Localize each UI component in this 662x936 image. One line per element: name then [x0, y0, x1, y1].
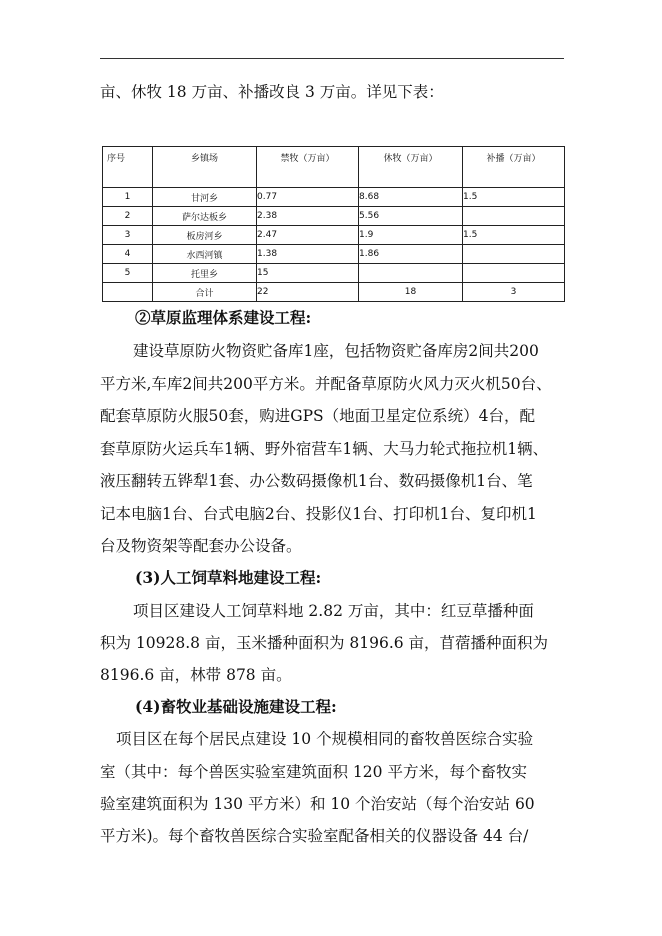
- paragraph-line: 平方米)。每个畜牧兽医综合实验室配备相关的仪器设备 44 台/: [100, 827, 529, 845]
- cell-reseeding: 1.5: [463, 226, 565, 245]
- section-heading-supervision: ②草原监理体系建设工程:: [135, 308, 312, 327]
- section-heading-infrastructure: (4)畜牧业基础设施建设工程:: [135, 697, 337, 716]
- cell-no: 2: [103, 207, 153, 226]
- cell-no: 4: [103, 245, 153, 264]
- table-header-row: [103, 147, 565, 188]
- paragraph-line: 项目区建设人工饲草料地 2.82 万亩，其中：红豆草播种面: [133, 602, 534, 620]
- cell-grazing-ban: 1.38: [257, 245, 359, 264]
- table-row: [103, 226, 565, 245]
- paragraph-line: 室（其中：每个兽医实验室建筑面积 120 平方米，每个畜牧实: [100, 763, 527, 781]
- cell-total-label: 合计: [153, 283, 257, 302]
- cell-grazing-ban: 0.77: [257, 188, 359, 207]
- paragraph-line: 配套草原防火服50套，购进GPS（地面卫星定位系统）4台，配: [100, 407, 536, 425]
- header-rule: [100, 58, 564, 59]
- paragraph-line: 平方米,车库2间共200平方米。并配备草原防火风力灭火机50台、: [100, 375, 552, 393]
- paragraph-line: 台及物资架等配套办公设备。: [100, 537, 302, 555]
- header-no: 序号: [103, 147, 153, 188]
- cell-township: 板房河乡: [153, 226, 257, 245]
- cell-rest-grazing: 5.56: [359, 207, 463, 226]
- header-reseeding: 补播（万亩）: [463, 147, 565, 188]
- cell-rest-grazing: 1.86: [359, 245, 463, 264]
- cell-no: 5: [103, 264, 153, 283]
- cell-rest-grazing: [359, 264, 463, 283]
- paragraph-line: 套草原防火运兵车1辆、野外宿营车1辆、大马力轮式拖拉机1辆、: [100, 440, 549, 458]
- cell-no: [103, 283, 153, 302]
- cell-total-rest-grazing: 18: [359, 283, 463, 302]
- cell-reseeding: [463, 245, 565, 264]
- header-grazing-ban: 禁牧（万亩）: [257, 147, 359, 188]
- cell-township: 甘河乡: [153, 188, 257, 207]
- intro-line: 亩、休牧 18 万亩、补播改良 3 万亩。详见下表：: [100, 83, 444, 101]
- cell-grazing-ban: 2.47: [257, 226, 359, 245]
- paragraph-line: 记本电脑1台、台式电脑2台、投影仪1台、打印机1台、复印机1: [100, 505, 537, 523]
- header-township: 乡镇场: [153, 147, 257, 188]
- paragraph-line: 建设草原防火物资贮备库1座，包括物资贮备库房2间共200: [133, 342, 539, 360]
- paragraph-line: 液压翻转五铧犁1套、办公数码摄像机1台、数码摄像机1台、笔: [100, 472, 533, 490]
- cell-township: 水西河镇: [153, 245, 257, 264]
- table-row: [103, 245, 565, 264]
- paragraph-line: 积为 10928.8 亩，玉米播种面积为 8196.6 亩，苜蓿播种面积为: [100, 634, 549, 652]
- cell-no: 3: [103, 226, 153, 245]
- paragraph-line: 验室建筑面积为 130 平方米）和 10 个治安站（每个治安站 60: [100, 795, 535, 813]
- header-rest-grazing: 休牧（万亩）: [359, 147, 463, 188]
- paragraph-line: 8196.6 亩，林带 878 亩。: [100, 666, 292, 684]
- cell-grazing-ban: 15: [257, 264, 359, 283]
- cell-no: 1: [103, 188, 153, 207]
- cell-grazing-ban: 2.38: [257, 207, 359, 226]
- paragraph-line: 项目区在每个居民点建设 10 个规模相同的畜牧兽医综合实验: [116, 730, 534, 748]
- section-heading-forage: (3)人工饲草料地建设工程:: [135, 568, 322, 587]
- cell-reseeding: 1.5: [463, 188, 565, 207]
- cell-township: 萨尔达板乡: [153, 207, 257, 226]
- table-row: [103, 264, 565, 283]
- table-total-row: [103, 283, 565, 302]
- table-row: [103, 207, 565, 226]
- cell-rest-grazing: 1.9: [359, 226, 463, 245]
- cell-total-reseeding: 3: [463, 283, 565, 302]
- cell-township: 托里乡: [153, 264, 257, 283]
- cell-reseeding: [463, 264, 565, 283]
- grassland-table: [102, 146, 565, 302]
- cell-rest-grazing: 8.68: [359, 188, 463, 207]
- cell-reseeding: [463, 207, 565, 226]
- cell-total-grazing-ban: 22: [257, 283, 359, 302]
- table-row: [103, 188, 565, 207]
